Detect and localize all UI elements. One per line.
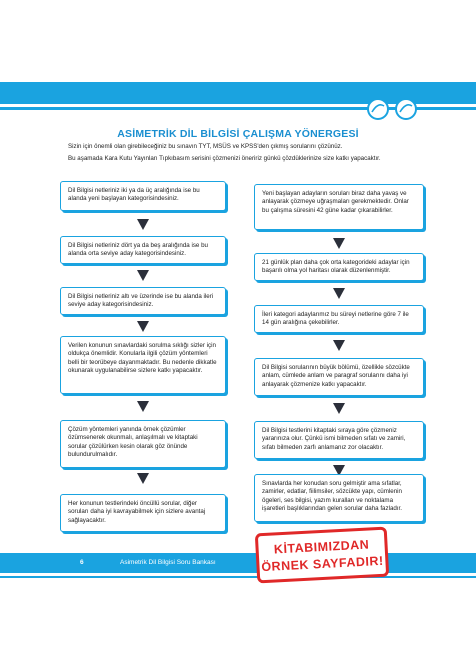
down-arrow-icon — [137, 401, 149, 412]
intro-line-1: Sizin için önemli olan girebileceğiniz bu sınavın TYT, MSÜS ve KPSS'den çıkmış sorularını çözünüz. — [68, 143, 343, 150]
footer-line — [0, 576, 476, 578]
right-box-3: İleri kategori adaylarımız bu süreyi netlerine göre 7 ile 14 gün aralığına çekebilirler. — [254, 305, 424, 333]
intro-line-2: Bu aşamada Kara Kutu Yayınları Tıpkıbasım serisini çözmenizi öneririz günkü çözdüklerinize size katkı yapacaktır. — [68, 155, 381, 162]
right-box-6: Sınavlarda her konudan soru gelmiştir ama sıfatlar, zamirler, edatlar, fiilimsiler, sözcükte yapı, cümlenin ögeleri, ses bilgisi, yazım kuralları ve noktalama işaretleri başlıklarından gelen sorular daha fazladır. — [254, 474, 424, 522]
right-box-2: 21 günlük plan daha çok orta kategorideki adaylar için başarılı olma yol haritası olarak düzenlenmiştir. — [254, 253, 424, 281]
down-arrow-icon — [137, 270, 149, 281]
down-arrow-icon — [333, 403, 345, 414]
down-arrow-icon — [333, 340, 345, 351]
page-number: 6 — [80, 559, 84, 566]
footer-band — [0, 553, 476, 573]
left-box-4: Verilen konunun sınavlardaki sorulma sıklığı sizler için oldukça önemlidir. Konularla ilgili çözüm yöntemleri belli bir teorübeye dayanmaktadır. Bu nedenle dikkatle okunarak uygulanabilirse sizlere katkı yapacaktır. — [60, 336, 226, 394]
left-box-2: Dil Bilgisi netleriniz dört ya da beş aralığında ise bu alanda orta seviye aday kategorisindesiniz. — [60, 236, 226, 264]
header-circle-ornament — [356, 96, 476, 122]
stamp-line-2: ÖRNEK SAYFADIR! — [261, 553, 384, 575]
down-arrow-icon — [333, 288, 345, 299]
sample-page-stamp — [255, 527, 389, 584]
left-box-1: Dil Bilgisi netleriniz iki ya da üç aralığında ise bu alanda yeni başlayan kategorisindesiniz. — [60, 181, 226, 211]
right-box-1: Yeni başlayan adayların soruları biraz daha yavaş ve anlayarak çözmeye uğraşmaları gerekmektedir. Onlar bu çalışma süresini 42 güne kadar çıkarabilirler. — [254, 184, 424, 230]
right-box-4: Dil Bilgisi sorularının büyük bölümü, özellikle sözcükte anlam, cümlede anlam ve paragraf sorularını daha iyi anlayarak çözmenize katkı yapacaktır. — [254, 358, 424, 396]
left-box-6: Her konunun testlerindeki öncüllü sorular, diğer soruları daha iyi kavrayabilmek için sizlere avantaj sağlayacaktır. — [60, 494, 226, 532]
left-box-5: Çözüm yöntemleri yanında örnek çözümler özümsenerek okunmalı, anlaşılmalı ve kitaptaki sorular çözülürken kesin olarak göz önünde bulundurulmalıdır. — [60, 420, 226, 468]
right-box-5: Dil Bilgisi testlerini kitaptaki sıraya göre çözmeniz yararınıza olur. Çünkü ismi bilmeden sıfatı ve zamiri, sıfatı bilmeden zarfı anlamanız zor olacaktır. — [254, 421, 424, 459]
down-arrow-icon — [333, 238, 345, 249]
left-box-3: Dil Bilgisi netleriniz altı ve üzerinde ise bu alanda ileri seviye aday kategorisindesiniz. — [60, 287, 226, 315]
down-arrow-icon — [137, 219, 149, 230]
down-arrow-icon — [137, 321, 149, 332]
down-arrow-icon — [137, 473, 149, 484]
stamp-line-1: KİTABIMIZDAN — [273, 537, 370, 557]
footer-book-title: Asimetrik Dil Bilgisi Soru Bankası — [120, 559, 216, 566]
page-title: ASİMETRİK DİL BİLGİSİ ÇALIŞMA YÖNERGESİ — [117, 128, 359, 140]
